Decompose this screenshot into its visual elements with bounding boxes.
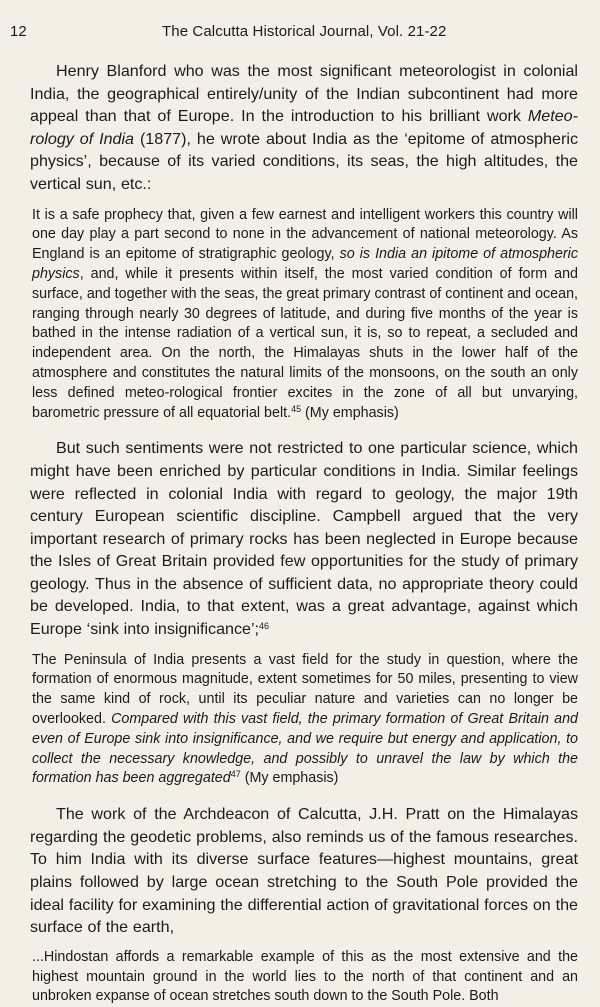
page-number: 12 — [10, 23, 27, 40]
quote-blanford-text: It is a safe prophecy that, given a few earnest and intelligent workers this country will one day play a part second to none in the advancement of national meteorology. As England is an epitome of stratigraphic geology, — [32, 206, 578, 263]
article-body — [30, 60, 578, 1007]
paragraph-geology-text: But such sentiments were not restricted to one particular science, which might have been enriched by particular conditions in India. Similar feelings were reflected in colonial India with regard to geology, the major 19th century European scientific discipline. Campbell argued that the very important research of primary rocks has been neglected in Europe because the Isles of Great Britain provided few opportunities for the study of primary geology. Thus in the absence of sufficient data, no appropriate theory could be developed. India, to that extent, was a great advantage, against which Europe ‘sink into insignificance’; — [30, 439, 578, 639]
journal-title: The Calcutta Historical Journal, Vol. 21-22 — [162, 23, 447, 40]
paragraph-pratt: The work of the Archdeacon of Calcutta, J.H. Pratt on the Himalayas regarding the geodetic problems, also reminds us of the famous researches. To him India with its diverse surface features—highest mountains, great plains followed by large ocean stretching to the South Pole provided the ideal facility for examining the differential action of gravitational forces on the surface of the earth, — [30, 805, 578, 937]
paragraph-blanford-text: Henry Blanford who was the most significant meteorologist in colonial India, the geographical entirely/unity of the Indian subcontinent had more appeal than that of Europe. In the introduction to his brilliant work — [30, 62, 578, 126]
quote-blanford — [30, 206, 578, 424]
running-head — [10, 22, 578, 42]
quote-campbell-tail: (My emphasis) — [240, 770, 339, 787]
paragraph-blanford — [30, 60, 578, 196]
quote-campbell — [30, 651, 578, 790]
footnote-ref-45[interactable]: 45 — [291, 403, 302, 414]
book-title-italic: Meteo-rology of India — [30, 107, 578, 148]
quote-blanford-tail: (My emphasis) — [301, 404, 399, 421]
quote-campbell-text: The Peninsula of India presents a vast field for the study in question, where the formation of enormous magnitude, extent sometimes for 50 miles, presenting to view the same kind of rock, until its peculiar nature and varieties can no longer be overlooked. — [32, 651, 578, 728]
quote-pratt: ...Hindostan affords a remarkable example of this as the most extensive and the highest mountain ground in the world lies to the north of that continent and an unbroken expanse of ocean stretches south down to the South Pole. Both — [32, 948, 578, 1005]
paragraph-blanford-text-end: (1877), he wrote about India as the ‘epitome of atmospheric physics’, because of its varied conditions, its seas, the high altitudes, the vertical sun, etc.: — [30, 129, 578, 193]
footnote-ref-47[interactable]: 47 — [230, 769, 241, 780]
quote-blanford-emphasis: so is India an ipitome of atmospheric physics — [32, 246, 579, 282]
quote-blanford-text-end: , and, while it presents within itself, the most varied condition of form and surface, and together with the seas, the great primary contrast of continent and ocean, ranging through nearly 30 degrees of latitude, and during five months of the year is bathed in the intense radiation of a vertical sun, it is, so to repeat, a secluded and independent area. On the north, the Himalayas shuts in the lower half of the atmosphere and constitutes the natural limits of the monsoons, on the south an only less defined meteo-rological frontier excites in the zone of all but unvarying, barometric pressure of all equatorial belt. — [32, 265, 578, 421]
quote-campbell-emphasis: Compared with this vast field, the primary formation of Great Britain and even of Europe sink into insignificance, and we require but energy and application, to collect the necessary knowledge, and possibly to unravel the law by which the formation has been aggregated — [32, 711, 578, 787]
footnote-ref-46[interactable]: 46 — [259, 621, 270, 632]
paragraph-geology — [30, 437, 578, 640]
